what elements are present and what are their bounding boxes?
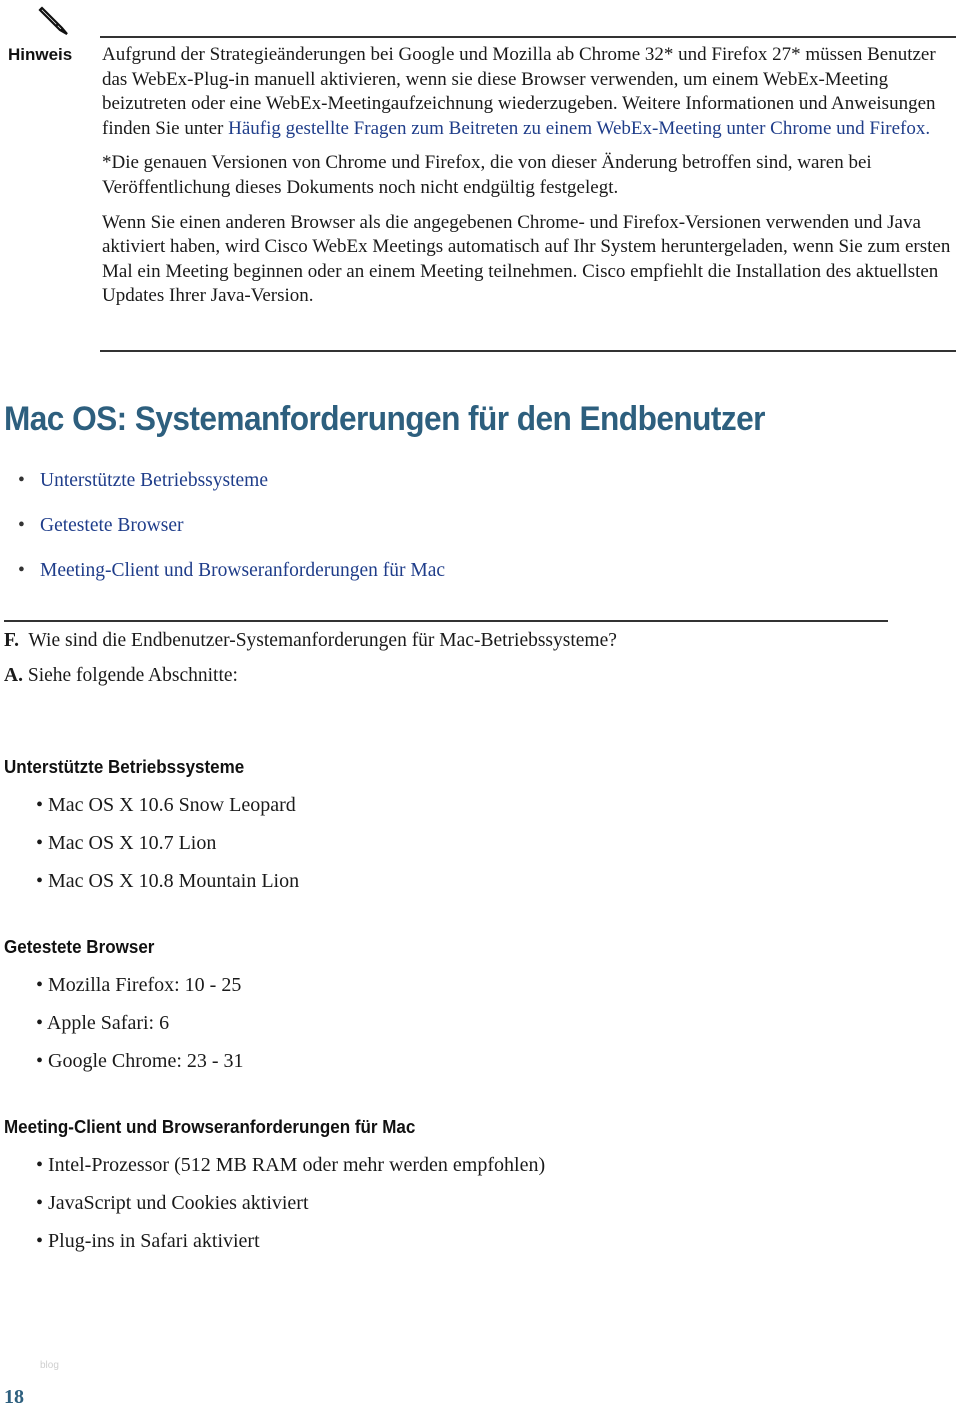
- section-title-os: Unterstützte Betriebssysteme: [4, 756, 245, 777]
- bullet: •: [36, 974, 44, 996]
- bullet: •: [36, 870, 44, 892]
- section-title-browser: Getestete Browser: [4, 936, 155, 957]
- toc-list: [18, 470, 445, 605]
- list-item: [36, 1230, 545, 1268]
- list-item-text: Intel-Prozessor (512 MB RAM oder mehr werden empfohlen): [48, 1154, 546, 1176]
- note-paragraph-3: Wenn Sie einen anderen Browser als die angegebenen Chrome- und Firefox-Versionen verwenden und Java aktiviert haben, wird Cisco WebEx Meetings automatisch auf Ihr System heruntergeladen, wenn Sie zum ersten Mal ein Meeting beginnen oder an einem Meeting teilnehmen. Cisco empfiehlt die Installation des aktuellsten Updates Ihrer Java-Version.: [102, 211, 951, 307]
- bullet: •: [36, 1050, 44, 1072]
- bullet: •: [36, 1230, 44, 1252]
- list-item: [36, 1192, 545, 1230]
- pencil-note-icon: [36, 4, 74, 38]
- list-item: [36, 794, 299, 832]
- list-item-text: Plug-ins in Safari aktiviert: [48, 1230, 260, 1252]
- note-paragraph-1: [102, 43, 960, 141]
- toc-item[interactable]: [18, 470, 445, 515]
- page-number: 18: [4, 1386, 24, 1408]
- bullet: •: [36, 1154, 44, 1176]
- list-item-text: Mac OS X 10.7 Lion: [48, 832, 217, 854]
- toc-item[interactable]: [18, 560, 445, 605]
- list-item: [36, 1154, 545, 1192]
- list-item-text: Mozilla Firefox: 10 - 25: [48, 974, 242, 996]
- note-bottom-rule: [100, 350, 956, 352]
- bullet: •: [36, 1192, 44, 1214]
- section-title-client: Meeting-Client und Browseranforderungen für Mac: [4, 1116, 416, 1137]
- answer: [4, 665, 238, 687]
- qa-rule: [4, 620, 888, 622]
- bullet: •: [36, 794, 44, 816]
- toc-item[interactable]: [18, 515, 445, 560]
- toc-link-browser[interactable]: Getestete Browser: [40, 515, 184, 536]
- section-list-os: [36, 794, 299, 908]
- note-label: Hinweis: [8, 45, 73, 64]
- bullet: •: [18, 515, 25, 536]
- list-item: [36, 870, 299, 908]
- note-body: [102, 43, 960, 319]
- note-top-rule: [100, 36, 956, 38]
- question-prefix: F.: [4, 630, 19, 651]
- bullet: •: [18, 470, 25, 491]
- question-text: Wie sind die Endbenutzer-Systemanforderungen für Mac-Betriebssysteme?: [28, 630, 617, 651]
- page-heading: Mac OS: Systemanforderungen für den Endbenutzer: [4, 400, 765, 438]
- list-item-text: Mac OS X 10.8 Mountain Lion: [48, 870, 300, 892]
- answer-prefix: A.: [4, 665, 23, 686]
- bullet: •: [36, 832, 44, 854]
- list-item: [36, 1012, 244, 1050]
- list-item: [36, 832, 299, 870]
- section-list-client: [36, 1154, 545, 1268]
- section-list-browser: [36, 974, 244, 1088]
- faq-link[interactable]: Häufig gestellte Fragen zum Beitreten zu einem WebEx-Meeting unter Chrome und Firefox.: [228, 117, 931, 139]
- answer-text: Siehe folgende Abschnitte:: [27, 665, 238, 686]
- list-item-text: Google Chrome: 23 - 31: [48, 1050, 244, 1072]
- watermark: blog: [40, 1360, 59, 1371]
- list-item-text: Mac OS X 10.6 Snow Leopard: [48, 794, 296, 816]
- list-item-text: Apple Safari: 6: [46, 1012, 170, 1034]
- list-item: [36, 1050, 244, 1088]
- list-item: [36, 974, 244, 1012]
- list-item-text: JavaScript und Cookies aktiviert: [48, 1192, 309, 1214]
- note-paragraph-2: *Die genauen Versionen von Chrome und Firefox, die von dieser Änderung betroffen sind, waren bei Veröffentlichung dieses Dokuments noch nicht endgültig festgelegt.: [102, 152, 872, 198]
- note-paragraph-1-text: Aufgrund der Strategieänderungen bei Google und Mozilla ab Chrome 32* und Firefox 27* müssen Benutzer das WebEx-Plug-in manuell aktivieren, wenn sie diese Browser verwenden, um einem WebEx-Meeting beizutreten oder eine WebEx-Meetingaufzeichnung wiederzugeben. Weitere Informationen und Anweisungen finden Sie unter: [102, 44, 936, 139]
- bullet: •: [18, 560, 25, 581]
- toc-link-os[interactable]: Unterstützte Betriebssysteme: [40, 470, 268, 491]
- question: [4, 630, 617, 652]
- bullet: •: [36, 1012, 44, 1034]
- toc-link-client[interactable]: Meeting-Client und Browseranforderungen für Mac: [40, 560, 446, 581]
